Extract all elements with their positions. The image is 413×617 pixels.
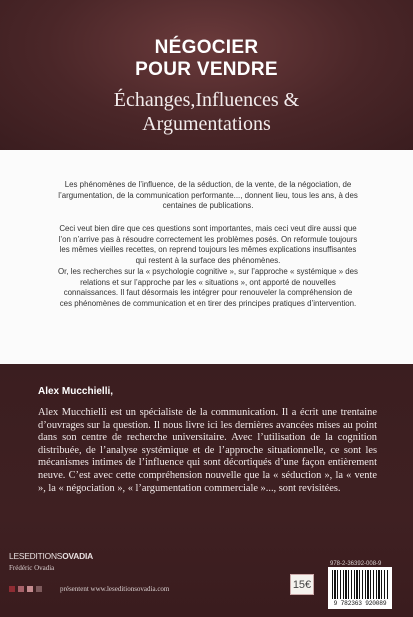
summary-paragraph: Or, les recherches sur la « psychologie cognitive », sur l’approche « systémique » des relations et sur l’approche par les « situations », ont apporté de nouvelles connaissances. Il faut désormais les intégrer pour renouveler la compréhension de ces phénomènes de communication et en tirer des principes pratiques d’intervention. (58, 267, 358, 308)
color-square (27, 586, 33, 592)
book-title-line2: POUR VENDRE (135, 59, 278, 80)
summary-paragraph: Les phénomènes de l’influence, de la séduction, de la vente, de la négociation, de l’argumentation, de la communication performante..., donnent lieu, tous les ans, à des centaines de publications. (58, 180, 358, 211)
summary-panel (0, 150, 413, 364)
publisher-logo-name: OVADIA (62, 551, 93, 561)
barcode-digits: 9 782363 920089 (333, 600, 387, 607)
isbn-number: 978-2-36392-008-9 (330, 561, 382, 567)
color-square (18, 586, 24, 592)
book-title-line1: NÉGOCIER (154, 37, 259, 58)
publisher-website: présentent www.leseditionsovadia.com (60, 585, 170, 593)
author-name: Alex Mucchielli, (38, 386, 114, 397)
barcode (328, 567, 392, 609)
publisher-color-squares (9, 586, 49, 594)
publisher-logo-prefix: LESEDITIONS (9, 551, 63, 561)
publisher-editor: Frédéric Ovadia (9, 564, 55, 572)
summary-paragraph: Ceci veut bien dire que ces questions sont importantes, mais ceci veut dire aussi que l’on n’arrive pas à résoudre correctement les problèmes posés. On reformule toujours les mêmes vieilles recettes, on reprend toujours les mêmes explications insuffisantes qui restent à la surface des phénomènes. (58, 224, 358, 265)
publisher-logo (9, 551, 93, 561)
book-subtitle-line2: Argumentations (142, 113, 271, 135)
color-square (9, 586, 15, 592)
color-square (36, 586, 42, 592)
book-subtitle-line1: Échanges,Influences & (113, 89, 300, 111)
barcode-bars (332, 570, 388, 599)
price-sticker: 15€ (290, 574, 314, 595)
author-bio: Alex Mucchielli est un spécialiste de la communication. Il a écrit une trentaine d’ouvrages sur la question. Il nous livre ici les dernières avancées mises au point dans son centre de recherche universitaire. Avec l’utilisation de la cognition distribuée, de l’analyse systémique et de l’approche situationnelle, ce sont les mécanismes intimes de l’influence qui sont décortiqués d’une façon entièrement neuve. C’est avec cette compréhension nouvelle que la « séduction », la « vente », la « négociation », « l’argumentation commerciale »..., sont revisitées. (38, 407, 377, 494)
cover-header (0, 0, 413, 150)
